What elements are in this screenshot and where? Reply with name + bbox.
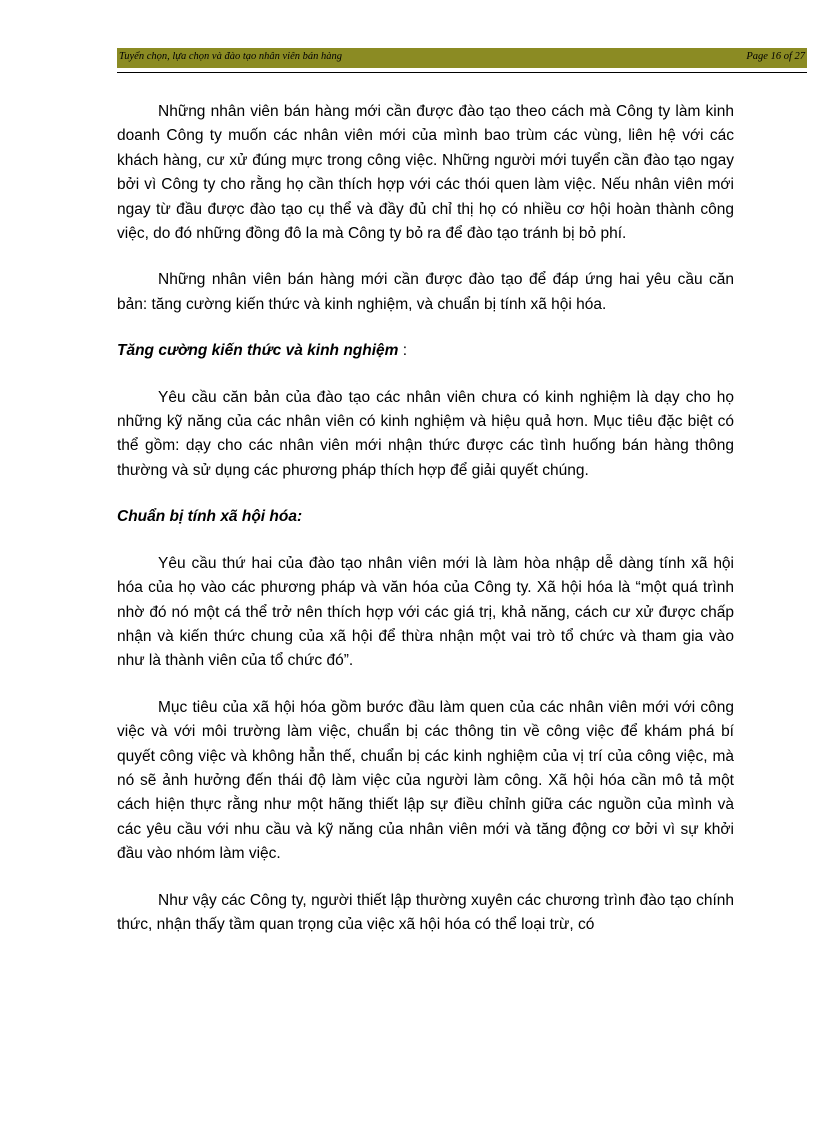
paragraph-socialization: Yêu cầu thứ hai của đào tạo nhân viên mới là làm hòa nhập dễ dàng tính xã hội hóa của họ vào các phương pháp và văn hóa của Công ty. Xã hội hóa là “một quá trình nhờ đó nó một cá thể trở nên thích hợp với các giá trị, khả năng, cách cư xử được chấp nhận và kiến thức chung của xã hội để thừa nhận một vai trò tổ chức và tham gia vào như là thành viên của tổ chức đó”. xyxy=(117,554,734,670)
header-divider xyxy=(117,72,807,73)
paragraph-conclusion: Như vậy các Công ty, người thiết lập thường xuyên các chương trình đào tạo chính thức, nhận thấy tầm quan trọng của việc xã hội hóa có thể loại trừ, có xyxy=(117,891,734,933)
page-header-bar xyxy=(117,48,807,68)
section-heading-knowledge xyxy=(117,339,734,363)
paragraph-socialization-goals: Mục tiêu của xã hội hóa gồm bước đầu làm quen của các nhân viên mới với công việc và với môi trường làm việc, chuẩn bị các thông tin về công việc để khám phá bí quyết công việc và không hẳn thế, chuẩn bị các kinh nghiệm của vị trí của công việc, mà nó sẽ ảnh hưởng đến thái độ làm việc của người làm công. Xã hội hóa cần mô tả một cách hiện thực rằng như một hãng thiết lập sự điều chỉnh giữa các nguồn của mình và các yêu cầu với nhu cầu và kỹ năng của nhân viên mới và tăng động cơ bởi vì sự khởi đầu vào nhóm làm việc. xyxy=(117,698,734,863)
page-number: Page 16 of 27 xyxy=(746,51,805,62)
section-heading-knowledge-text: Tăng cường kiến thức và kinh nghiệm xyxy=(117,342,399,360)
document-body xyxy=(117,100,734,959)
section-heading-socialization: Chuẩn bị tính xã hội hóa: xyxy=(117,508,303,526)
paragraph-intro: Những nhân viên bán hàng mới cần được đào tạo theo cách mà Công ty làm kinh doanh Công ty muốn các nhân viên mới của mình bao trùm các vùng, liên hệ với các khách hàng, cư xử đúng mực trong công việc. Những người mới tuyển cần đào tạo ngay bởi vì Công ty cho rằng họ cần thích hợp với các thói quen làm việc. Nếu nhân viên mới ngay từ đầu được đào tạo cụ thể và đầy đủ chỉ thị họ có nhiều cơ hội hoàn thành công việc, do đó những đồng đô la mà Công ty bỏ ra để đào tạo tránh bị bỏ phí. xyxy=(117,103,734,243)
section-heading-knowledge-suffix: : xyxy=(398,342,408,360)
paragraph-knowledge: Yêu cầu căn bản của đào tạo các nhân viên chưa có kinh nghiệm là dạy cho họ những kỹ năng của các nhân viên có kinh nghiệm và hiệu quả hơn. Mục tiêu đặc biệt có thể gồm: dạy cho các nhân viên mới nhận thức được các tình huống bán hàng thông thường và sử dụng các phương pháp thích hợp để giải quyết chúng. xyxy=(117,388,734,479)
paragraph-requirements: Những nhân viên bán hàng mới cần được đào tạo để đáp ứng hai yêu cầu căn bản: tăng cường kiến thức và kinh nghiệm, và chuẩn bị tính xã hội hóa. xyxy=(117,271,734,313)
document-title: Tuyển chọn, lựa chọn và đào tạo nhân viên bán hàng xyxy=(119,51,342,62)
